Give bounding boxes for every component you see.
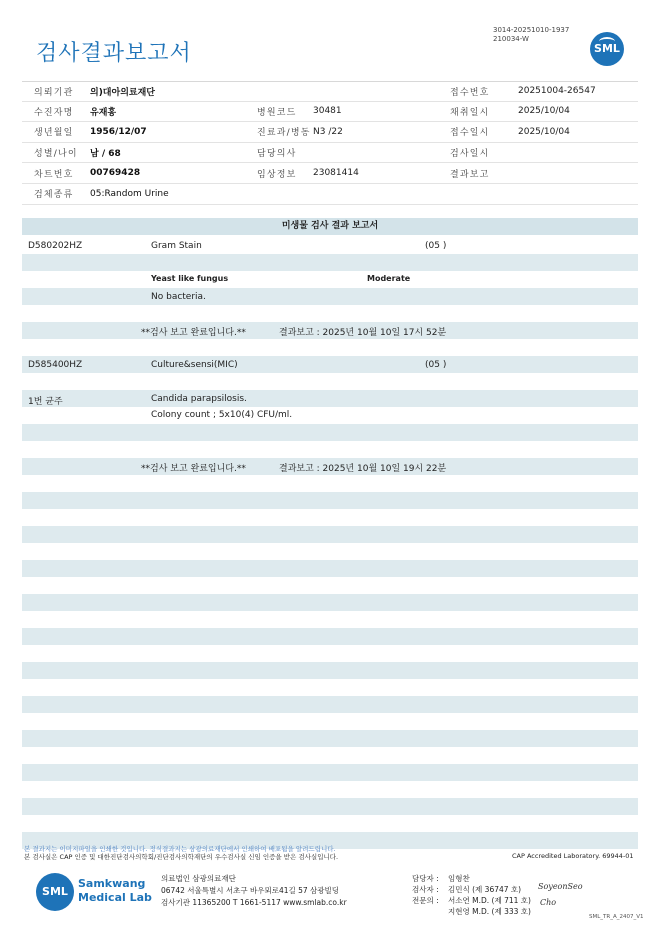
info-label: 검체종류	[34, 190, 74, 201]
info-value: 23081414	[313, 168, 359, 179]
signature-1: SoyeonSeo	[538, 882, 583, 891]
stripe-row	[22, 594, 638, 611]
staff-row	[412, 895, 531, 906]
form-code: SML_TR_A_2407_V1	[589, 914, 644, 920]
org-address: 06742 서울특별시 서초구 바우뫼로41길 57 삼광빌딩	[161, 886, 340, 895]
organization-info	[161, 873, 347, 909]
test1-finding-name: Yeast like fungus	[151, 274, 229, 283]
test2-report-time: 결과보고 : 2025년 10월 10일 19시 22분	[279, 464, 447, 474]
accreditation-notice: 본 검사실은 CAP 인증 및 대한진단검사의학회/진단검사의학재단의 우수검사실 신임 인증을 받은 검사실입니다.	[24, 853, 339, 861]
test2-colony: Colony count ; 5x10(4) CFU/ml.	[151, 410, 293, 420]
info-value: 유재홍	[90, 107, 117, 118]
info-value: 30481	[313, 106, 342, 117]
info-label: 성별/나이	[34, 149, 78, 160]
print-notice: 본 결과지는 이미지파일을 인쇄한 것입니다. 정식결과지는 삼광의료재단에서 인쇄하여 배포됨을 알려드립니다.	[24, 845, 336, 853]
stripe-row	[22, 798, 638, 815]
stripe-row	[22, 628, 638, 645]
test2-code: D585400HZ	[28, 360, 83, 370]
stripe-row	[22, 730, 638, 747]
stripe-row	[22, 764, 638, 781]
info-row	[22, 81, 638, 102]
info-label: 생년월일	[34, 128, 74, 139]
staff-name: 임형찬	[448, 874, 470, 883]
info-label: 진료과/병동	[257, 128, 311, 139]
doc-number-line1: 3014-20251010-1937	[493, 26, 570, 34]
info-value: 남 / 68	[90, 149, 121, 160]
signature-2: Cho	[540, 898, 557, 907]
info-label: 의뢰기관	[34, 87, 74, 98]
staff-row	[412, 873, 531, 884]
info-label: 채취일시	[450, 107, 490, 118]
footer-logo-text	[78, 877, 152, 905]
stripe-row	[22, 696, 638, 713]
info-label: 접수번호	[450, 87, 490, 98]
test1-complete: **검사 보고 완료입니다.**	[141, 328, 246, 338]
staff-name: 서소연 M.D. (제 711 호)	[448, 896, 531, 905]
test2-organism: Candida parapsilosis.	[151, 394, 247, 404]
info-value: 20251004-26547	[518, 86, 596, 97]
staff-list	[412, 873, 531, 917]
info-row	[22, 143, 638, 164]
test1-finding-level: Moderate	[367, 274, 411, 283]
test2-isolate-label: 1번 균주	[28, 397, 63, 407]
info-label: 임상정보	[257, 169, 297, 180]
stripe-row	[22, 424, 638, 441]
org-name: 의료법인 삼광의료재단	[161, 874, 236, 883]
stripe-row	[22, 662, 638, 679]
info-label: 결과보고	[450, 169, 490, 180]
info-label: 병원코드	[257, 107, 297, 118]
doc-number-line2: 210034-W	[493, 35, 529, 43]
test1-suffix: (05 )	[425, 241, 447, 251]
info-label: 수진자명	[34, 107, 74, 118]
test1-report-time: 결과보고 : 2025년 10월 10일 17시 52분	[279, 328, 447, 338]
stripe-row	[22, 526, 638, 543]
info-value: 2025/10/04	[518, 126, 570, 137]
stripe-row	[22, 254, 638, 271]
patient-info-table	[22, 81, 638, 205]
info-row	[22, 184, 638, 205]
logo-line2: Medical Lab	[78, 891, 152, 904]
staff-role: 전문의 :	[412, 896, 439, 905]
info-row	[22, 102, 638, 123]
info-label: 담당의사	[257, 149, 297, 160]
test2-complete: **검사 보고 완료입니다.**	[141, 464, 246, 474]
staff-role	[412, 906, 448, 917]
info-row	[22, 163, 638, 184]
staff-role: 검사자 :	[412, 885, 439, 894]
info-value: 00769428	[90, 168, 141, 179]
staff-name: 김민식 (제 36747 호)	[448, 885, 522, 894]
info-label: 차트번호	[34, 169, 74, 180]
logo-line1: Samkwang	[78, 877, 146, 890]
info-row	[22, 122, 638, 143]
test1-note: No bacteria.	[151, 292, 206, 302]
info-value: 2025/10/04	[518, 106, 570, 117]
staff-role: 담당자 :	[412, 874, 439, 883]
staff-row	[412, 884, 531, 895]
document-number	[493, 26, 569, 44]
info-value: 의)대아의료재단	[90, 87, 155, 98]
info-label: 검사일시	[450, 149, 490, 160]
stripe-row	[22, 492, 638, 509]
report-section-title: 미생물 검사 결과 보고서	[22, 218, 638, 235]
test2-name: Culture&sensi(MIC)	[151, 360, 238, 370]
org-contact: 검사기관 11365200 T 1661-5117 www.smlab.co.kr	[161, 898, 347, 907]
info-value: 05:Random Urine	[90, 188, 169, 199]
test1-code: D580202HZ	[28, 241, 83, 251]
info-value: N3 /22	[313, 126, 343, 137]
info-value: 1956/12/07	[90, 126, 147, 137]
page-title: 검사결과보고서	[36, 41, 192, 66]
stripe-row	[22, 390, 638, 407]
stripe-row	[22, 356, 638, 373]
sml-footer-logo-icon: SML	[36, 873, 74, 911]
staff-name: 지현영 M.D. (제 333 호)	[448, 907, 531, 916]
stripe-row	[22, 288, 638, 305]
stripe-row	[22, 560, 638, 577]
sml-logo-icon: SML	[590, 32, 624, 66]
test1-name: Gram Stain	[151, 241, 202, 251]
staff-row	[412, 906, 531, 917]
info-label: 접수일시	[450, 128, 490, 139]
test2-suffix: (05 )	[425, 360, 447, 370]
cap-accreditation: CAP Accredited Laboratory. 69944-01	[512, 852, 634, 860]
